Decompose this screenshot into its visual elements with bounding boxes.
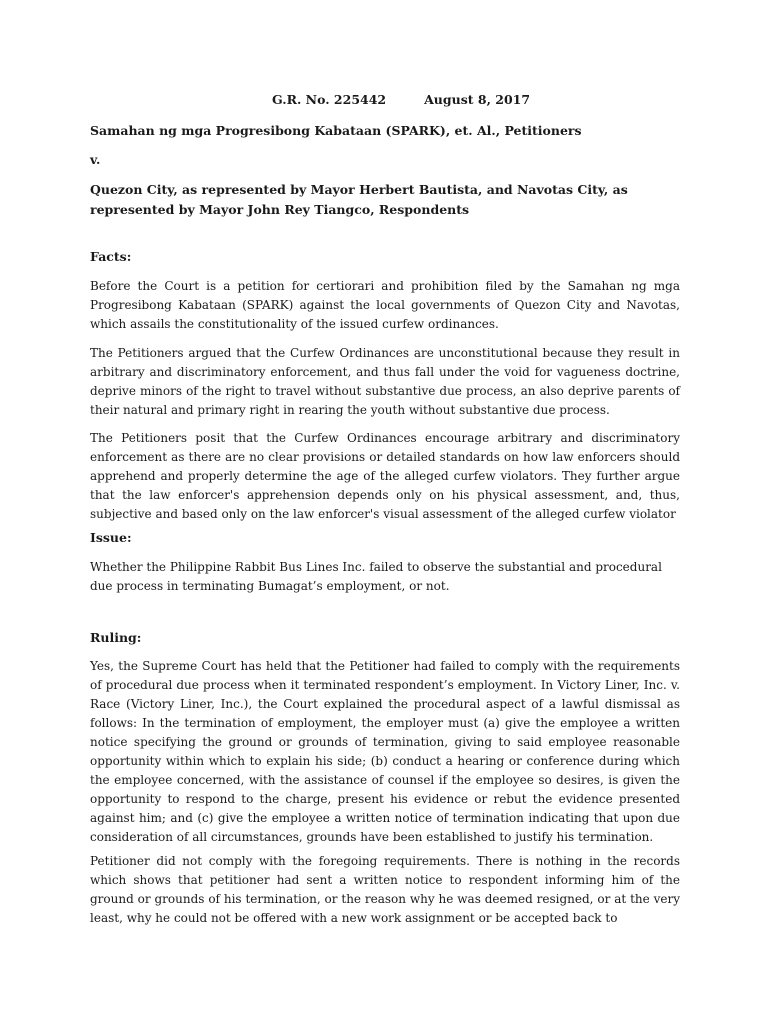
gr-number: G.R. No. 225442: [272, 92, 387, 107]
case-header: [272, 92, 530, 107]
issue-heading: Issue:: [90, 530, 132, 545]
facts-paragraph-2: The Petitioners argued that the Curfew Ordinances are unconstitutional because they result in arbitrary and discriminatory enforcement, and thus fall under the void for vagueness doctrine, deprive minors of the right to travel without substantive due process, an also deprive parents of their natural and primary right in rearing the youth without substantive due process.: [90, 346, 680, 417]
facts-heading: Facts:: [90, 249, 132, 264]
ruling-heading: Ruling:: [90, 630, 142, 645]
respondents-line: Quezon City, as represented by Mayor Herbert Bautista, and Navotas City, as represented by Mayor John Rey Tiangco, Respondents: [90, 182, 628, 217]
ruling-paragraph-1: Yes, the Supreme Court has held that the Petitioner had failed to comply with the requirements of procedural due process when it terminated respondent’s employment. In Victory Liner, Inc. v. Race (Victory Liner, Inc.), the Court explained the procedural aspect of a lawful dismissal as follows: In the termination of employment, the employer must (a) give the employee a written notice specifying the ground or grounds of termination, giving to said employee reasonable opportunity within which to explain his side; (b) conduct a hearing or conference during which the employee concerned, with the assistance of counsel if the employee so desires, is given the opportunity to respond to the charge, present his evidence or rebut the evidence presented against him; and (c) give the employee a written notice of termination indicating that upon due consideration of all circumstances, grounds have been established to justify his termination.: [90, 659, 680, 844]
issue-paragraph: Whether the Philippine Rabbit Bus Lines Inc. failed to observe the substantial and procedural due process in terminating Bumagat’s employment, or not.: [90, 560, 662, 593]
facts-paragraph-3: The Petitioners posit that the Curfew Ordinances encourage arbitrary and discriminatory enforcement as there are no clear provisions or detailed standards on how law enforcers should apprehend and properly determine the age of the alleged curfew violators. They further argue that the law enforcer's apprehension depends only on his physical assessment, and, thus, subjective and based only on the law enforcer's visual assessment of the alleged curfew violator: [90, 431, 680, 521]
versus-line: v.: [90, 152, 101, 167]
petitioners-line: Samahan ng mga Progresibong Kabataan (SPARK), et. Al., Petitioners: [90, 123, 582, 138]
facts-paragraph-1: Before the Court is a petition for certiorari and prohibition filed by the Samahan ng mga Progresibong Kabataan (SPARK) against the local governments of Quezon City and Navotas, which assails the constitutionality of the issued curfew ordinances.: [90, 279, 680, 331]
decision-date: August 8, 2017: [424, 92, 531, 107]
ruling-paragraph-2: Petitioner did not comply with the foregoing requirements. There is nothing in the records which shows that petitioner had sent a written notice to respondent informing him of the ground or grounds of his termination, or the reason why he was deemed resigned, or at the very least, why he could not be offered with a new work assignment or be accepted back to: [90, 854, 680, 925]
